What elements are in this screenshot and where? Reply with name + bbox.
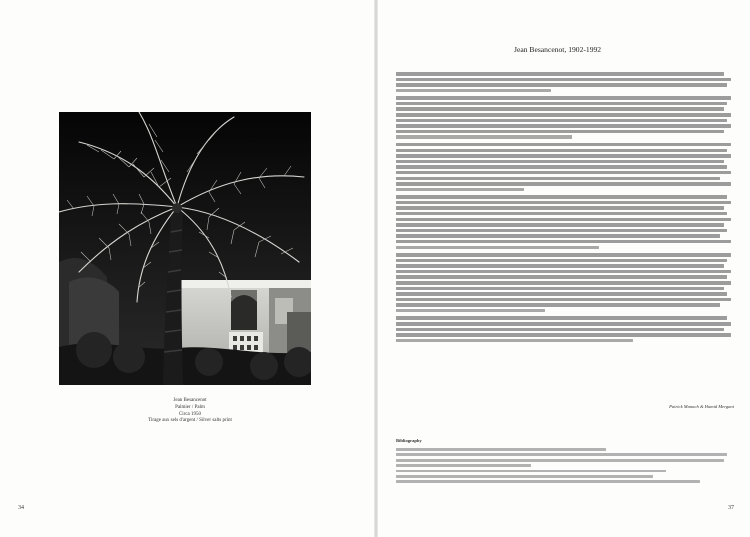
caption-date: Circa 1950 xyxy=(178,411,202,417)
article-signature: Patrick Manach & Hamid Mergani xyxy=(669,404,734,409)
page-number-left: 34 xyxy=(18,505,24,511)
left-page xyxy=(0,0,374,537)
body-paragraph xyxy=(396,143,734,191)
right-page xyxy=(378,0,750,537)
body-paragraph xyxy=(396,316,734,342)
bibliography-heading: Bibliography xyxy=(396,438,422,443)
article-title: Jean Besancenot, 1902-1992 xyxy=(514,45,602,54)
bibliography-list xyxy=(396,448,734,486)
palm-photo-image xyxy=(59,112,311,385)
page-number-right: 37 xyxy=(728,505,734,511)
body-paragraph xyxy=(396,195,734,249)
body-paragraph xyxy=(396,72,734,92)
palm-photograph xyxy=(59,112,311,385)
caption-title: Palmier / Palm xyxy=(175,404,205,410)
body-paragraph xyxy=(396,253,734,312)
body-paragraph xyxy=(396,96,734,139)
caption-author: Jean Besancenot xyxy=(173,398,207,403)
caption-technique: Tirage aux sels d'argent / Silver salts print xyxy=(148,418,232,424)
article-body xyxy=(396,72,734,346)
photo-caption xyxy=(110,398,270,425)
